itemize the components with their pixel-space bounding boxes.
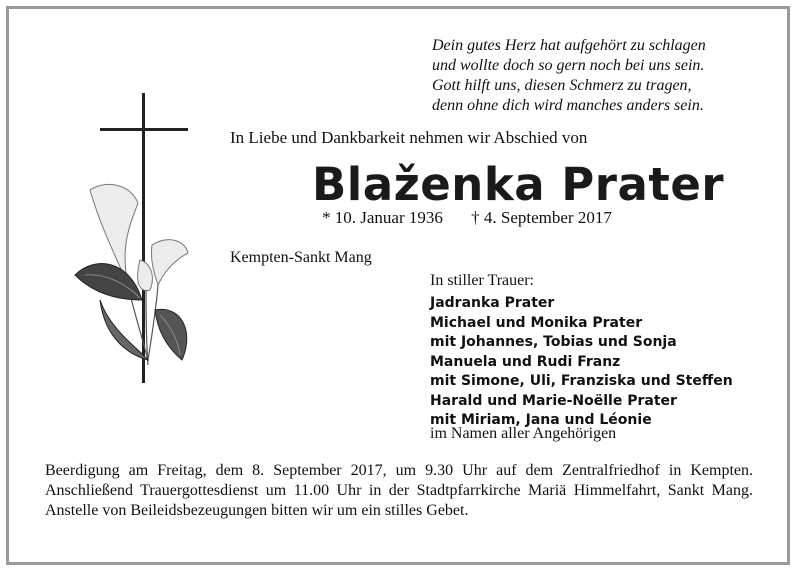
funeral-line: Beerdigung am Freitag, dem 8. September 2017, um 9.30 Uhr auf dem Zentralfriedhof [45,462,660,479]
mourners-list [430,294,733,431]
mourner-entry: Harald und Marie-Noëlle Prater [430,392,677,409]
poem-line: denn ohne dich wird manches anders sein. [432,97,704,114]
mourner-entry: Manuela und Rudi Franz [430,353,621,370]
funeral-details [45,461,753,521]
lily-leaves [75,264,187,360]
mourner-entry: mit Johannes, Tobias und Sonja [430,334,677,350]
cross-horizontal-beam [100,128,188,131]
residence-place: Kempten-Sankt Mang [230,249,372,266]
life-dates [322,208,612,228]
mourner-entry: Jadranka Prater [430,295,555,311]
mourner-entry: mit Simone, Uli, Franziska und Steffen [430,373,733,389]
cross-and-calla-lily-illustration [70,85,220,395]
poem-line: und wollte doch so gern noch bei uns sein. [432,57,705,74]
birth-date: * 10. Januar 1936 [322,208,443,227]
funeral-line: in Kempten. Anschließend Trauergottesdienst um 11.00 Uhr in der Stadtpfarrkirche [45,462,754,499]
poem-verse [432,36,772,116]
mourner-entry: mit Miriam, Jana und Léonie [430,412,652,428]
mourning-closing: im Namen aller Angehörigen [430,425,617,442]
deceased-name: Blaženka Prater [312,158,725,211]
poem-line: Gott hilft uns, diesen Schmerz zu tragen, [432,77,692,94]
mourner-entry: Michael und Monika Prater [430,314,643,331]
funeral-line: Mariä Himmelfahrt, Sankt Mang. Anstelle von Beileidsbezeugungen bitten wir um ein [45,482,754,519]
death-date: † 4. September 2017 [471,208,612,227]
funeral-line: stilles Gebet. [384,502,469,519]
farewell-intro: In Liebe und Dankbarkeit nehmen wir Abschied von [230,128,588,147]
poem-line: Dein gutes Herz hat aufgehört zu schlagen [432,37,706,54]
mourning-label: In stiller Trauer: [430,272,534,289]
